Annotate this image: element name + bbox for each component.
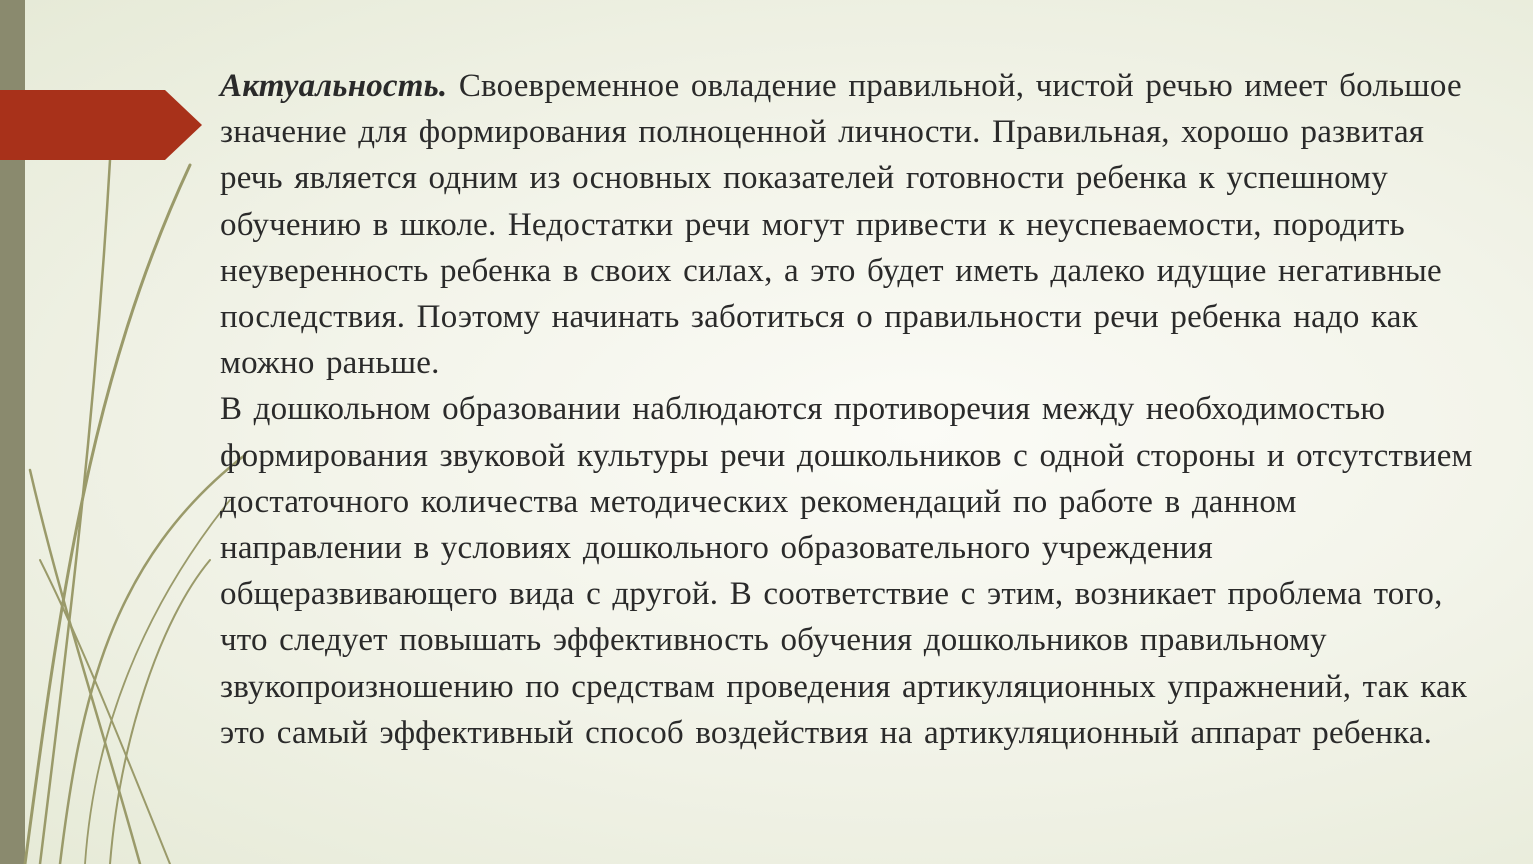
arrow-polygon [0,90,202,160]
relevance-text: Своевременное овладение правильной, чистой речью имеет большое значение для формирования полноценной личности. Правильная, хорошо развитая речь является одним из основных показателей готовности ребенка к успешному обучению в школе. Недостатки речи могут привести к неуспеваемости, породить неуверенность ребенка в своих силах, а это будет иметь далеко идущие негативные последствия. Поэтому начинать заботиться о правильности речи ребенка надо как можно раньше. [220,68,1462,382]
relevance-label: Актуальность. [220,68,448,104]
paragraph-relevance [220,63,1480,386]
slide-body-text [220,63,1480,756]
paragraph-contradictions: В дошкольном образовании наблюдаются противоречия между необходимостью формирования звуковой культуры речи дошкольников с одной стороны и отсутствием достаточного количества методических рекомендаций по работе в данном направлении в условиях дошкольного образовательного учреждения общеразвивающего вида с другой. В соответствие с этим, возникает проблема того, что следует повышать эффективность обучения дошкольников правильному звукопроизношению по средствам проведения артикуляционных упражнений, так как это самый эффективный способ воздействия на артикуляционный аппарат ребенка. [220,391,1473,751]
